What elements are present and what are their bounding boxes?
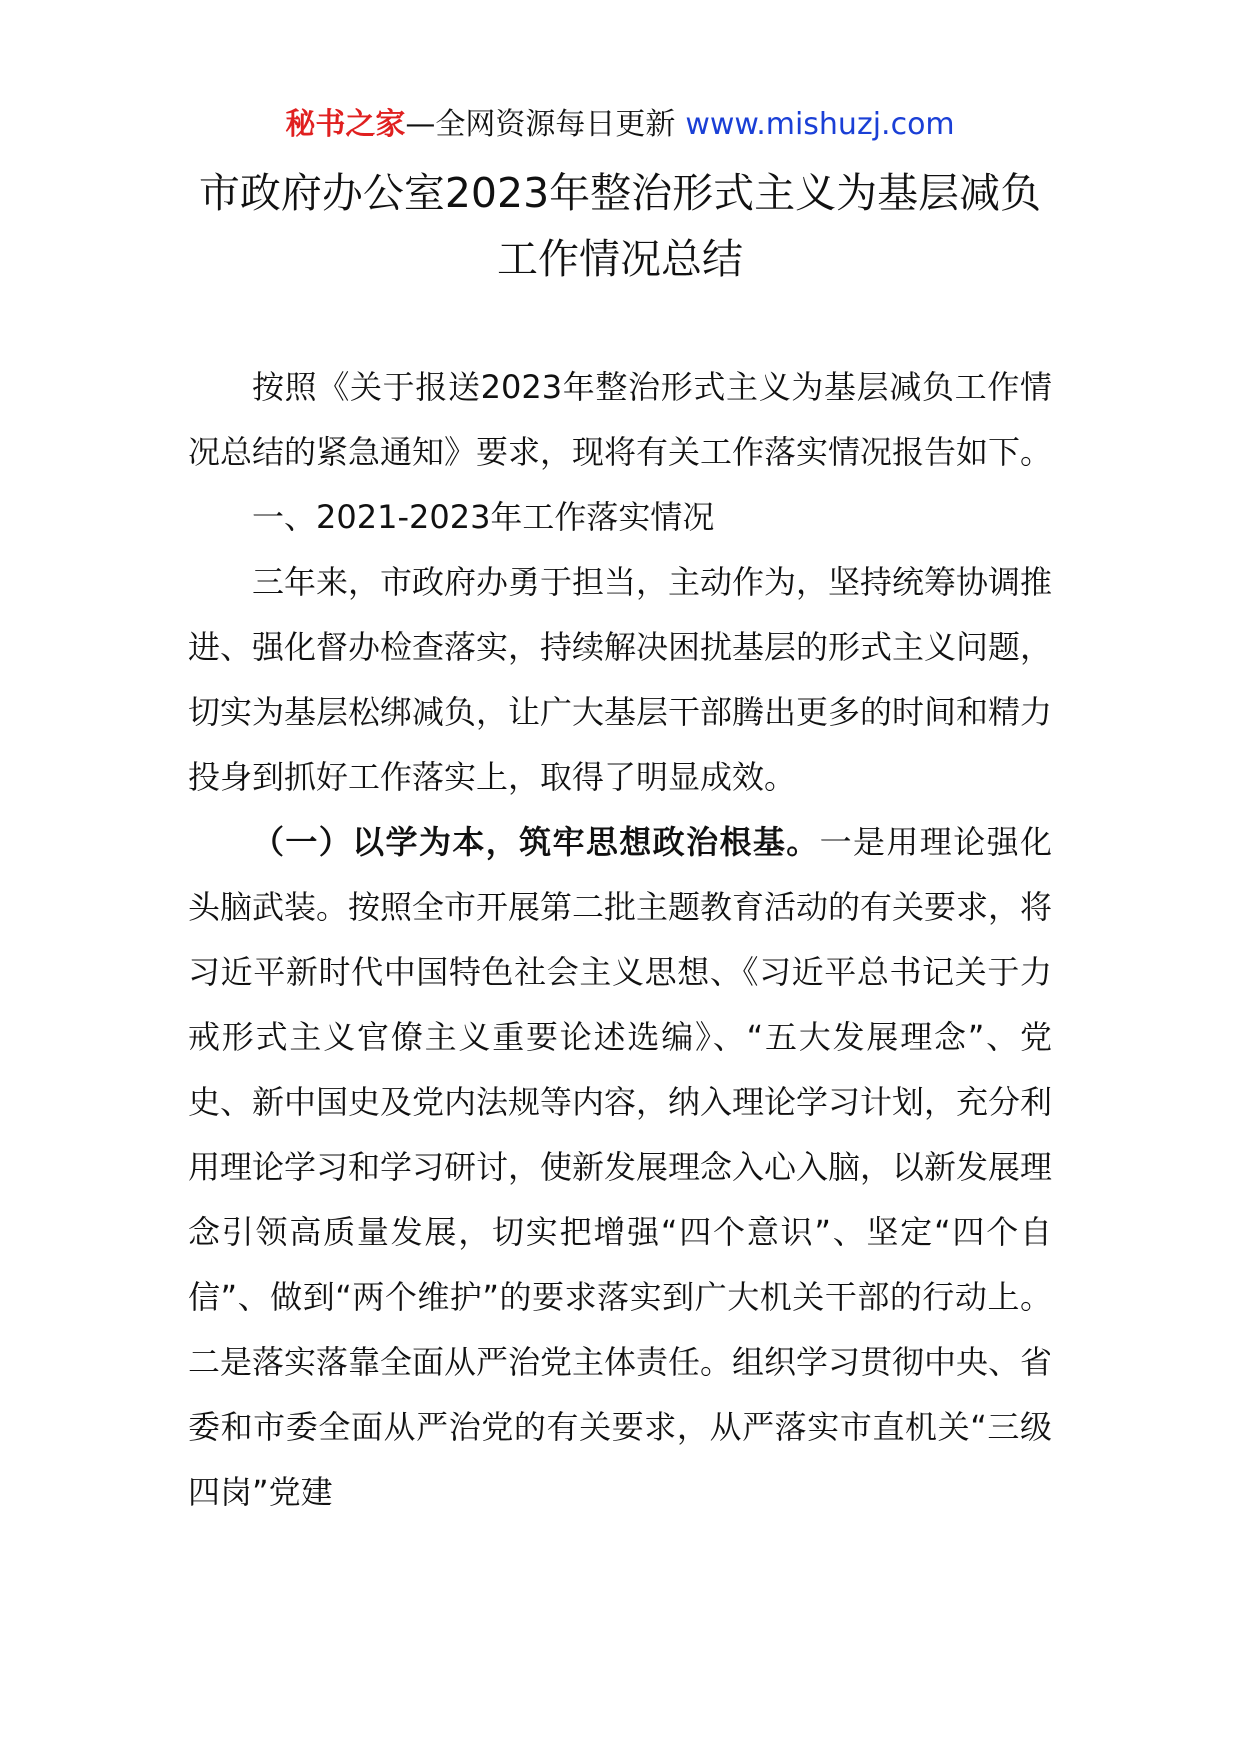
title-line-2: 工作情况总结 [497, 235, 743, 283]
subsection-paragraph [188, 810, 1052, 1525]
section-paragraph: 三年来，市政府办勇于担当，主动作为，坚持统筹协调推进、强化督办检查落实，持续解决困扰基层的形式主义问题，切实为基层松绑减负，让广大基层干部腾出更多的时间和精力投身到抓好工作落实上，取得了明显成效。 [188, 563, 1053, 796]
intro-paragraph: 按照《关于报送2023年整治形式主义为基层减负工作情况总结的紧急通知》要求，现将有关工作落实情况报告如下。 [188, 368, 1053, 471]
document-title [100, 160, 1140, 292]
document-body [188, 355, 1052, 1525]
subsection-body: 一是用理论强化头脑武装。按照全市开展第二批主题教育活动的有关要求，将习近平新时代中国特色社会主义思想、《习近平总书记关于力戒形式主义官僚主义重要论述选编》、“五大发展理念”、党史、新中国史及党内法规等内容，纳入理论学习计划，充分利用理论学习和学习研讨，使新发展理念入心入脑，以新发展理念引领高质量发展，切实把增强“四个意识”、坚定“四个自信”、做到“两个维护”的要求落实到广大机关干部的行动上。二是落实落靠全面从严治党主体责任。组织学习贯彻中央、省委和市委全面从严治党的有关要求，从严落实市直机关“三级四岗”党建 [188, 823, 1053, 1511]
title-line-1: 市政府办公室2023年整治形式主义为基层减负 [198, 169, 1042, 217]
brand-name: 秘书之家 [285, 107, 406, 142]
section-heading: 一、2021-2023年工作落实情况 [252, 498, 715, 536]
site-url: www.mishuzj.com [685, 107, 955, 142]
brand-slogan: —全网资源每日更新 [405, 107, 676, 142]
watermark-header [0, 100, 1240, 150]
subsection-lead: （一）以学为本，筑牢思想政治根基。 [252, 823, 820, 861]
